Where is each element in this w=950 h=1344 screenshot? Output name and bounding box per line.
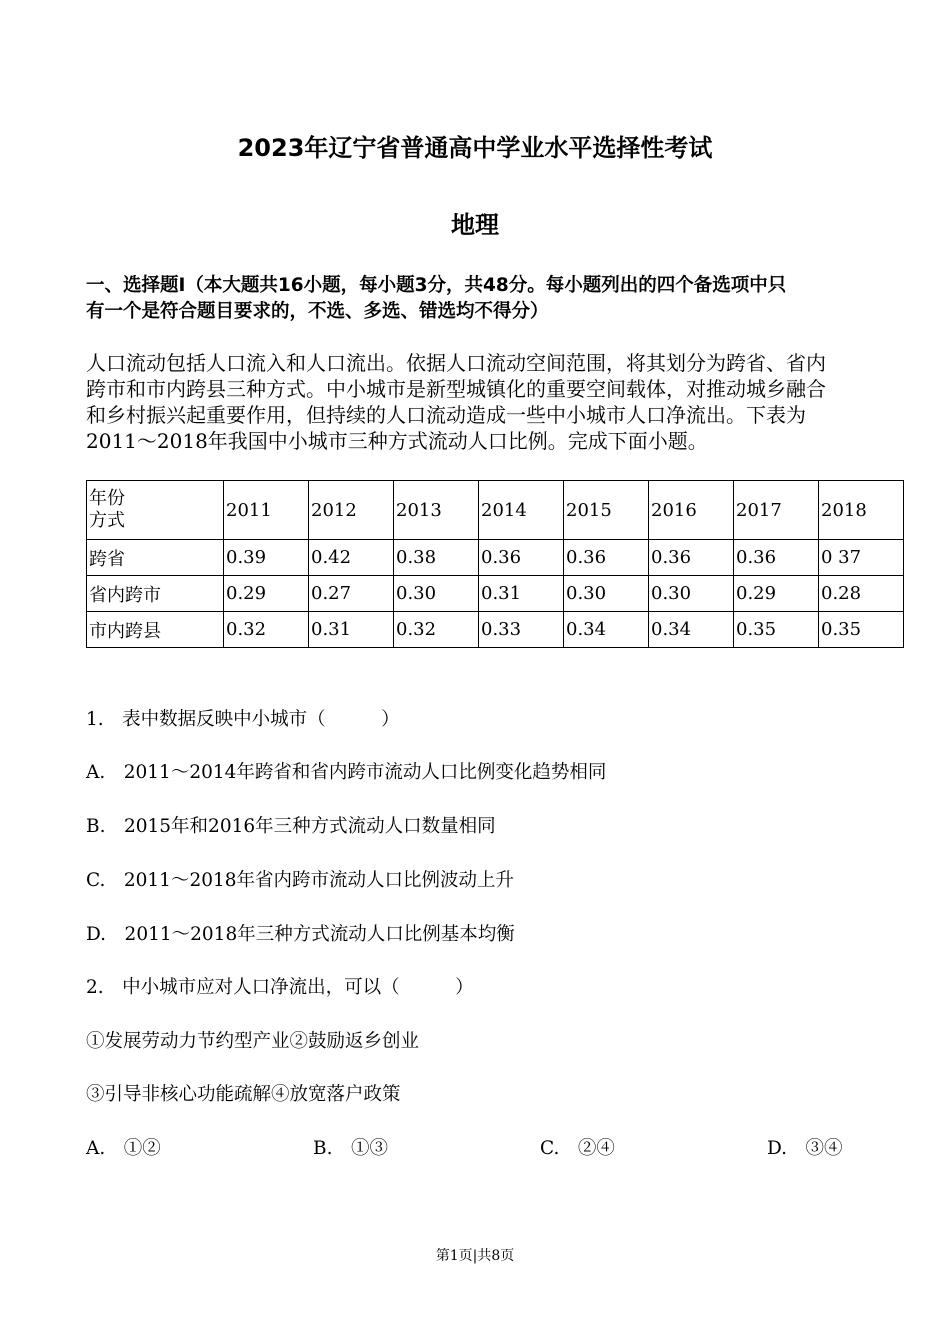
table-cell: 0.35 bbox=[819, 612, 904, 648]
q2-option-a: A. ①② bbox=[86, 1138, 161, 1159]
table-header-row bbox=[87, 481, 904, 540]
passage-line: 2011～2018年我国中小城市三种方式流动人口比例。完成下面小题。 bbox=[86, 429, 708, 453]
table-cell: 0.28 bbox=[819, 576, 904, 612]
q2-option-d: D. ③④ bbox=[767, 1138, 843, 1159]
question-2-stem: 2. 中小城市应对人口净流出，可以（ ） bbox=[86, 977, 474, 998]
corner-year-label: 年份 bbox=[89, 488, 125, 509]
table-cell: 0.36 bbox=[649, 540, 734, 576]
q2-item-line: ③引导非核心功能疏解④放宽落户政策 bbox=[86, 1084, 401, 1105]
year-header: 2018 bbox=[819, 481, 904, 540]
table-cell: 0 37 bbox=[819, 540, 904, 576]
table-cell: 0.38 bbox=[394, 540, 479, 576]
table-cell: 0.36 bbox=[734, 540, 819, 576]
table-cell: 0.27 bbox=[309, 576, 394, 612]
q1-option-a: A. 2011～2014年跨省和省内跨市流动人口比例变化趋势相同 bbox=[86, 762, 607, 783]
corner-cell bbox=[87, 481, 224, 540]
table-cell: 0.32 bbox=[224, 612, 309, 648]
section-line-2: 有一个是符合题目要求的，不选、多选、错选均不得分） bbox=[86, 301, 549, 322]
year-header: 2014 bbox=[479, 481, 564, 540]
row-label: 跨省 bbox=[87, 540, 224, 576]
table-cell: 0.32 bbox=[394, 612, 479, 648]
table-cell: 0.30 bbox=[394, 576, 479, 612]
year-header: 2013 bbox=[394, 481, 479, 540]
table-cell: 0.34 bbox=[649, 612, 734, 648]
table-cell: 0.34 bbox=[564, 612, 649, 648]
corner-mode-label: 方式 bbox=[89, 510, 125, 531]
row-label: 市内跨县 bbox=[87, 612, 224, 648]
table-cell: 0.31 bbox=[309, 612, 394, 648]
passage-line: 和乡村振兴起重要作用，但持续的人口流动造成一些中小城市人口净流出。下表为 bbox=[86, 403, 806, 427]
q2-option-b: B. ①③ bbox=[313, 1138, 388, 1159]
table-row bbox=[87, 576, 904, 612]
table-cell: 0.35 bbox=[734, 612, 819, 648]
page-footer: 第1页|共8页 bbox=[435, 1248, 515, 1264]
year-header: 2017 bbox=[734, 481, 819, 540]
table-row bbox=[87, 612, 904, 648]
table-cell: 0.42 bbox=[309, 540, 394, 576]
table-cell: 0.36 bbox=[564, 540, 649, 576]
table-cell: 0.30 bbox=[564, 576, 649, 612]
q1-option-d: D. 2011～2018年三种方式流动人口比例基本均衡 bbox=[86, 924, 515, 945]
year-header: 2011 bbox=[224, 481, 309, 540]
subject-title: 地理 bbox=[451, 211, 499, 239]
row-label: 省内跨市 bbox=[87, 576, 224, 612]
q1-option-c: C. 2011～2018年省内跨市流动人口比例波动上升 bbox=[86, 870, 515, 891]
table-cell: 0.29 bbox=[224, 576, 309, 612]
passage-line: 跨市和市内跨县三种方式。中小城市是新型城镇化的重要空间载体，对推动城乡融合 bbox=[86, 377, 826, 401]
year-header: 2016 bbox=[649, 481, 734, 540]
q2-item-line: ①发展劳动力节约型产业②鼓励返乡创业 bbox=[86, 1031, 420, 1052]
year-header: 2012 bbox=[309, 481, 394, 540]
table-cell: 0.29 bbox=[734, 576, 819, 612]
year-header: 2015 bbox=[564, 481, 649, 540]
table-row bbox=[87, 540, 904, 576]
data-table bbox=[86, 480, 904, 648]
question-1-stem: 1. 表中数据反映中小城市（ ） bbox=[86, 709, 400, 730]
table-cell: 0.33 bbox=[479, 612, 564, 648]
q1-option-b: B. 2015年和2016年三种方式流动人口数量相同 bbox=[86, 816, 496, 837]
table-cell: 0.39 bbox=[224, 540, 309, 576]
passage-line: 人口流动包括人口流入和人口流出。依据人口流动空间范围，将其划分为跨省、省内 bbox=[86, 351, 826, 375]
section-line-1: 一、选择题Ⅰ（本大题共16小题，每小题3分，共48分。每小题列出的四个备选项中只 bbox=[86, 275, 787, 296]
table-cell: 0.30 bbox=[649, 576, 734, 612]
q2-option-c: C. ②④ bbox=[540, 1138, 615, 1159]
table-cell: 0.31 bbox=[479, 576, 564, 612]
exam-title: 2023年辽宁省普通高中学业水平选择性考试 bbox=[237, 134, 713, 162]
table-cell: 0.36 bbox=[479, 540, 564, 576]
